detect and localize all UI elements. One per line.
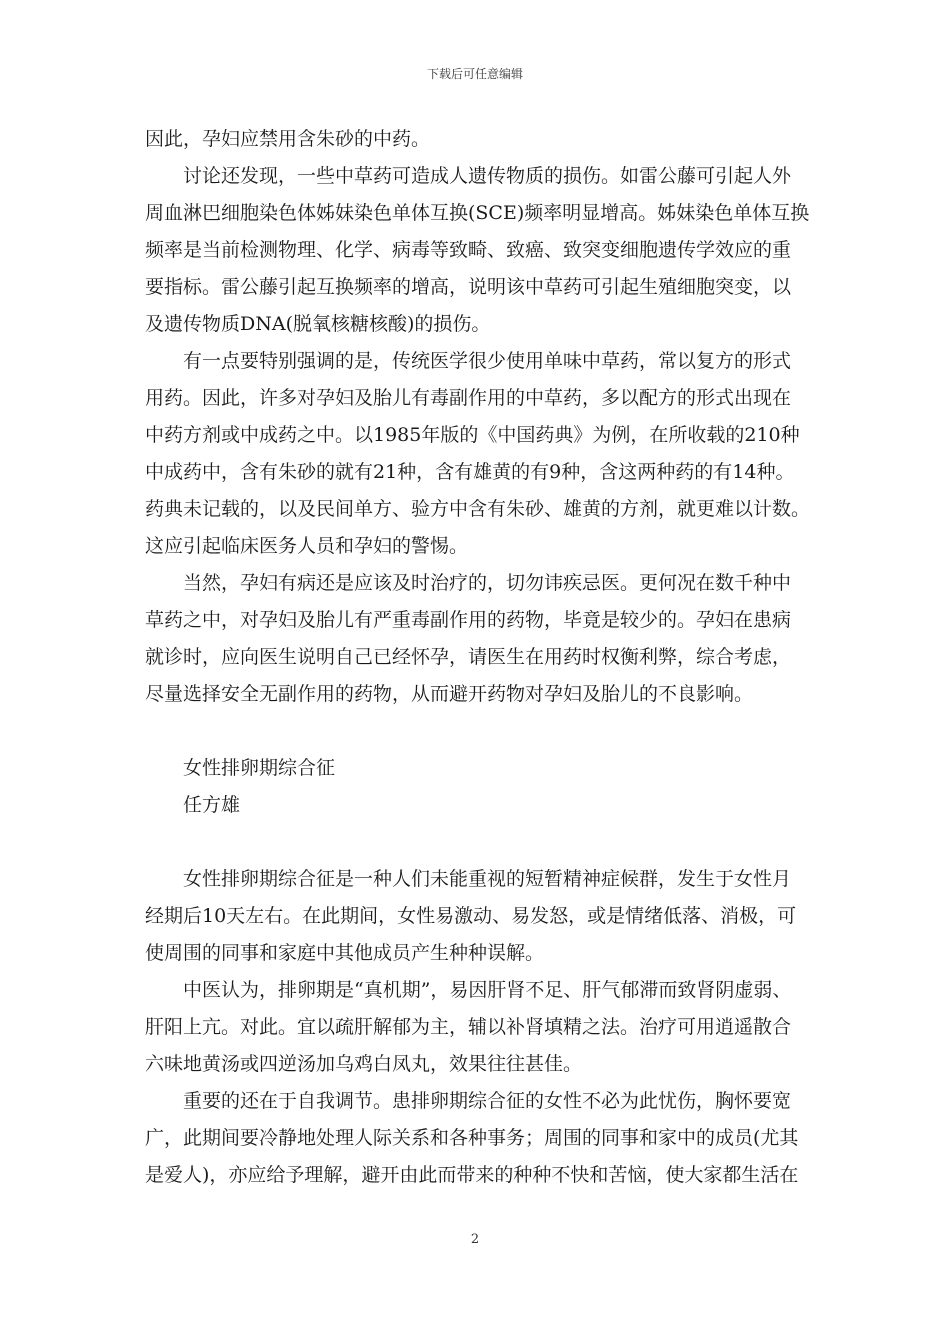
text-line: 要指标。雷公藤引起互换频率的增高，说明该中草药可引起生殖细胞突变，以 bbox=[145, 276, 792, 298]
text-line: 因此，孕妇应禁用含朱砂的中药。 bbox=[145, 128, 431, 150]
text-line: 及遗传物质DNA(脱氧核糖核酸)的损伤。 bbox=[145, 313, 491, 335]
text-line: 中医认为，排卵期是“真机期”，易因肝肾不足、肝气郁滞而致肾阴虚弱、 bbox=[183, 979, 792, 1001]
page-number: 2 bbox=[470, 1232, 480, 1247]
text-line: 草药之中，对孕妇及胎儿有严重毒副作用的药物，毕竟是较少的。孕妇在患病 bbox=[145, 609, 792, 631]
article-title: 女性排卵期综合征 bbox=[183, 757, 336, 779]
text-line: 六味地黄汤或四逆汤加乌鸡白凤丸，效果往往甚佳。 bbox=[145, 1053, 583, 1075]
text-line: 女性排卵期综合征是一种人们未能重视的短暂精神症候群，发生于女性月 bbox=[183, 868, 792, 890]
text-line: 肝阳上亢。对此。宜以疏肝解郁为主，辅以补肾填精之法。治疗可用逍遥散合 bbox=[145, 1016, 792, 1038]
text-line: 当然，孕妇有病还是应该及时治疗的，切勿讳疾忌医。更何况在数千种中 bbox=[183, 572, 792, 594]
text-line: 中成药中，含有朱砂的就有21种，含有雄黄的有9种，含这两种药的有14种。 bbox=[145, 461, 795, 483]
text-line: 重要的还在于自我调节。患排卵期综合征的女性不必为此忧伤，胸怀要宽 bbox=[183, 1090, 792, 1112]
text-line: 经期后10天左右。在此期间，女性易激动、易发怒，或是情绪低落、消极，可 bbox=[145, 905, 797, 927]
page-header: 下载后可任意编辑 bbox=[426, 67, 523, 81]
text-line: 用药。因此，许多对孕妇及胎儿有毒副作用的中草药，多以配方的形式出现在 bbox=[145, 387, 792, 409]
text-line: 频率是当前检测物理、化学、病毒等致畸、致癌、致突变细胞遗传学效应的重 bbox=[145, 239, 792, 261]
text-line: 使周围的同事和家庭中其他成员产生种种误解。 bbox=[145, 942, 545, 964]
text-line: 这应引起临床医务人员和孕妇的警惕。 bbox=[145, 535, 469, 557]
text-line: 广，此期间要冷静地处理人际关系和各种事务；周围的同事和家中的成员(尤其 bbox=[145, 1127, 799, 1149]
text-line: 药典未记载的，以及民间单方、验方中含有朱砂、雄黄的方剂，就更难以计数。 bbox=[145, 498, 811, 520]
text-line: 周血淋巴细胞染色体姊妹染色单体互换(SCE)频率明显增高。姊妹染色单体互换 bbox=[145, 202, 810, 224]
text-line: 是爱人)，亦应给予理解，避开由此而带来的种种不快和苦恼，使大家都生活在 bbox=[145, 1164, 799, 1186]
text-line: 中药方剂或中成药之中。以1985年版的《中国药典》为例，在所收载的210种 bbox=[145, 424, 800, 446]
article-author: 任方雄 bbox=[183, 794, 241, 816]
blank-line bbox=[145, 824, 810, 861]
text-line: 就诊时，应向医生说明自己已经怀孕，请医生在用药时权衡利弊，综合考虑， bbox=[145, 646, 792, 668]
text-line: 有一点要特别强调的是，传统医学很少使用单味中草药，常以复方的形式 bbox=[183, 350, 792, 372]
document-body bbox=[145, 121, 810, 1194]
blank-line bbox=[145, 713, 810, 750]
text-line: 讨论还发现，一些中草药可造成人遗传物质的损伤。如雷公藤可引起人外 bbox=[183, 165, 792, 187]
text-line: 尽量选择安全无副作用的药物，从而避开药物对孕妇及胎儿的不良影响。 bbox=[145, 683, 754, 705]
